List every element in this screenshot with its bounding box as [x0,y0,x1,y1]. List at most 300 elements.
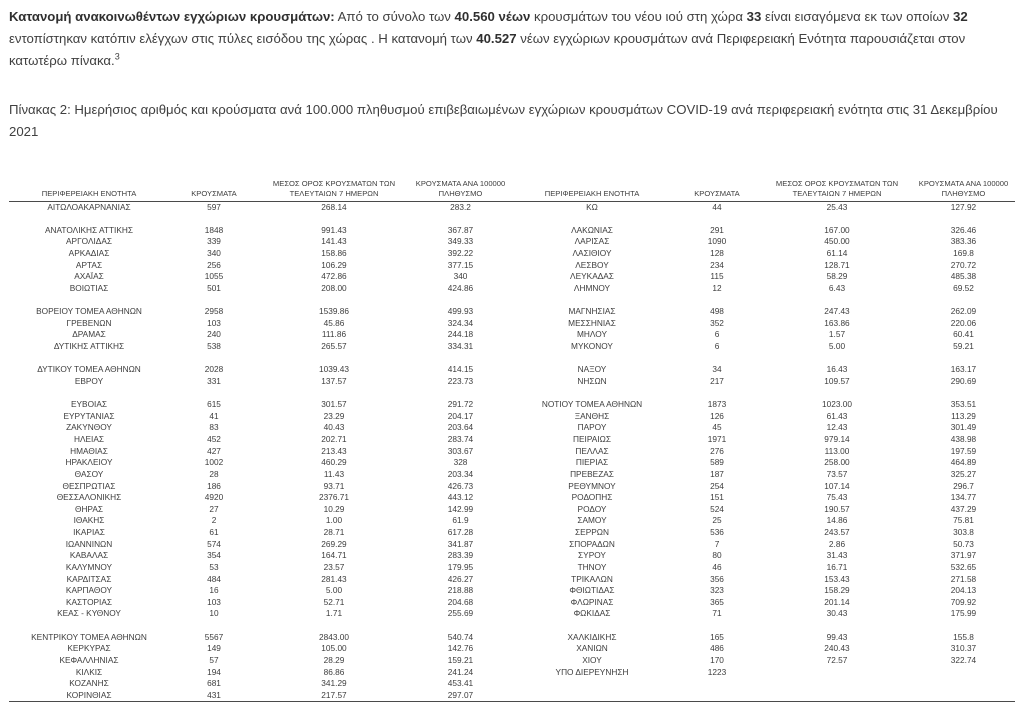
per100k-cell: 223.73 [447,375,474,386]
avg7-cell: 10.29 [323,503,345,514]
cases-cell: 340 [207,248,221,259]
cases-cell [169,620,259,632]
cases-cell: 6 [714,329,720,340]
cases-cell: 61 [209,527,219,538]
region-cell: ΚΕΦΑΛΛΗΝΙΑΣ [59,654,119,665]
cases-cell: 1873 [707,399,727,410]
avg7-cell: 268.14 [321,201,347,212]
avg7-cell: 109.57 [824,375,850,386]
per100k-cell: 159.21 [447,654,474,665]
cases-cell: 151 [710,492,724,503]
table-row [9,201,1015,213]
table-row [9,632,1015,644]
table-body [9,201,1015,702]
cases-cell: 615 [207,399,221,410]
per100k-cell: 485.38 [950,271,977,282]
table-row [9,643,1015,655]
cases-cell: 217 [710,375,724,386]
per100k-cell: 283.74 [447,434,474,445]
region-cell: ΛΑΡΙΣΑΣ [574,236,610,247]
avg7-cell [762,295,912,307]
per100k-cell: 453.41 [447,678,474,689]
per100k-cell: 303.8 [953,527,974,538]
region-cell [9,295,169,307]
region-cell: ΦΛΩΡΙΝΑΣ [570,596,614,607]
region-cell: ΣΕΡΡΩΝ [575,527,609,538]
avg7-cell: 75.43 [826,492,848,503]
cases-cell: 126 [710,410,724,421]
avg7-cell: 202.71 [321,434,347,445]
per100k-cell: 60.41 [953,329,974,340]
region-cell: ΑΡΚΑΔΙΑΣ [68,248,110,259]
per100k-cell: 142.76 [447,643,474,654]
per100k-cell: 334.31 [447,341,474,352]
per100k-cell: 349.33 [447,236,474,247]
avg7-cell: 6.43 [828,282,846,293]
avg7-cell: 240.43 [824,643,850,654]
cases-cell [672,295,762,307]
region-cell: ΙΚΑΡΙΑΣ [73,527,105,538]
intro-bold-text: 33 [746,9,762,24]
cases-cell: 589 [710,457,724,468]
per100k-cell: 383.36 [950,236,977,247]
header-avg7-left: ΜΕΣΟΣ ΟΡΟΣ ΚΡΟΥΣΜΑΤΩΝ ΤΩΝ ΤΕΛΕΥΤΑΙΩΝ 7 ΗΜΕΡΩΝ [259,179,409,201]
per100k-cell: 59.21 [953,341,974,352]
cases-cell: 538 [207,341,221,352]
cases-cell: 103 [207,317,221,328]
avg7-cell [762,388,912,400]
region-cell [512,690,672,702]
cases-cell: 486 [710,643,724,654]
region-cell: ΕΥΒΟΙΑΣ [70,399,108,410]
per100k-cell: 175.99 [950,608,977,619]
region-cell: ΔΥΤΙΚΗΣ ΑΤΤΙΚΗΣ [53,341,125,352]
cases-cell: 186 [207,480,221,491]
per100k-cell: 241.24 [447,666,474,677]
table-row [9,376,1015,388]
table-row [9,492,1015,504]
cases-cell: 597 [207,201,221,212]
cases-cell [672,388,762,400]
cases-cell: 170 [710,654,724,665]
region-cell: ΚΑΡΠΑΘΟΥ [65,585,113,596]
region-cell: ΠΑΡΟΥ [577,422,607,433]
region-cell: ΘΑΣΟΥ [74,468,104,479]
region-cell: ΘΕΣΣΑΛΟΝΙΚΗΣ [56,492,122,503]
table-row [9,329,1015,341]
per100k-cell [912,690,1015,702]
per100k-cell: 303.67 [447,445,474,456]
region-cell: ΠΕΙΡΑΙΩΣ [573,434,611,445]
avg7-cell: 28.29 [323,654,345,665]
per100k-cell [912,295,1015,307]
region-cell: ΦΩΚΙΔΑΣ [573,608,611,619]
avg7-cell: 5.00 [828,341,846,352]
avg7-cell: 12.43 [826,422,848,433]
cases-cell: 1002 [204,457,224,468]
cases-cell: 46 [712,561,722,572]
region-cell: ΑΧΑΪΑΣ [74,271,104,282]
per100k-cell: 169.8 [953,248,974,259]
per100k-cell: 271.58 [950,573,977,584]
table-row [9,481,1015,493]
per100k-cell: 113.29 [951,410,976,421]
table-row [9,678,1015,690]
avg7-cell: 73.57 [826,468,848,479]
header-per100k-right: ΚΡΟΥΣΜΑΤΑ ΑΝΑ 100000 ΠΛΗΘΥΣΜΟ [912,179,1015,201]
intro-bold-text: 32 [953,9,968,24]
region-cell: ΒΟΡΕΙΟΥ ΤΟΜΕΑ ΑΘΗΝΩΝ [36,306,142,317]
avg7-cell: 45.86 [323,317,345,328]
cases-cell: 452 [207,434,221,445]
cases-cell: 25 [712,515,722,526]
region-cell: ΥΠΟ ΔΙΕΡΕΥΝΗΣΗ [555,666,629,677]
region-cell: ΔΡΑΜΑΣ [72,329,106,340]
region-cell: ΘΗΡΑΣ [74,503,104,514]
region-cell: ΓΡΕΒΕΝΩΝ [66,317,112,328]
avg7-cell [259,295,409,307]
per100k-cell [409,213,512,225]
avg7-cell: 16.43 [826,364,848,375]
cases-cell [672,690,762,702]
region-cell: ΒΟΙΩΤΙΑΣ [69,282,109,293]
cases-cell: 501 [207,282,221,293]
table-row [9,283,1015,295]
avg7-cell: 2843.00 [319,631,349,642]
cases-cell: 128 [710,248,724,259]
cases-cell: 2 [211,515,217,526]
table-row [9,341,1015,353]
table-row [9,457,1015,469]
per100k-cell [912,620,1015,632]
region-cell: ΙΩΑΝΝΙΝΩΝ [65,538,113,549]
intro-bold-text: Κατανομή ανακοινωθέντων εγχώριων κρουσμάτων: [9,9,335,24]
avg7-cell: 1023.00 [822,399,852,410]
cases-cell: 681 [207,678,221,689]
avg7-cell: 61.14 [826,248,848,259]
cases-cell: 339 [207,236,221,247]
per100k-cell: 163.17 [950,364,977,375]
per100k-cell: 371.97 [950,550,977,561]
avg7-cell: 23.57 [323,561,345,572]
table-row [9,225,1015,237]
table-caption: Πίνακας 2: Ημερήσιος αριθμός και κρούσματα ανά 100.000 πληθυσμού επιβεβαιωμένων εγχώριων κρουσμάτων COVID-19 ανά περιφερειακή ενότητα στις 31 Δεκεμβρίου 2021 [9,101,998,139]
avg7-cell: 265.57 [321,341,347,352]
region-cell: ΤΗΝΟΥ [577,561,607,572]
avg7-cell: 190.57 [824,503,850,514]
table-header-row [9,179,1015,201]
per100k-cell: 414.15 [447,364,474,375]
avg7-cell: 86.86 [323,666,345,677]
region-cell: ΚΕΡΚΥΡΑΣ [67,643,111,654]
avg7-cell [762,353,912,365]
avg7-cell: 1.71 [325,608,343,619]
avg7-cell: 164.71 [321,550,347,561]
avg7-cell: 16.71 [826,561,848,572]
avg7-cell: 31.43 [826,550,848,561]
avg7-cell: 93.71 [323,480,345,491]
avg7-cell: 1039.43 [319,364,349,375]
region-cell: ΛΗΜΝΟΥ [573,282,611,293]
avg7-cell: 107.14 [824,480,850,491]
avg7-cell: 25.43 [826,201,848,212]
avg7-cell: 341.29 [321,678,347,689]
per100k-cell: 499.93 [447,306,474,317]
region-cell [9,213,169,225]
avg7-cell: 30.43 [826,608,848,619]
region-cell: ΜΥΚΟΝΟΥ [571,341,613,352]
per100k-cell: 291.72 [447,399,474,410]
cases-cell: 254 [710,480,724,491]
cases-cell: 7 [714,538,720,549]
per100k-cell: 142.99 [447,503,474,514]
region-cell: ΛΑΚΩΝΙΑΣ [571,224,613,235]
header-cases-left: ΚΡΟΥΣΜΑΤΑ [169,179,259,201]
cases-cell: 1971 [707,434,727,445]
per100k-cell: 127.92 [950,201,977,212]
cases-cell [672,213,762,225]
table-row [9,422,1015,434]
region-cell: ΠΕΛΛΑΣ [575,445,609,456]
per100k-cell: 426.27 [447,573,474,584]
per100k-cell: 203.34 [447,468,474,479]
region-cell: ΕΒΡΟΥ [74,375,104,386]
region-cell: ΚΕΑΣ - ΚΥΘΝΟΥ [57,608,121,619]
region-cell: ΑΙΤΩΛΟΑΚΑΡΝΑΝΙΑΣ [47,201,131,212]
cases-cell [169,213,259,225]
region-cell [9,353,169,365]
cases-cell: 276 [710,445,724,456]
avg7-cell: 2.86 [828,538,846,549]
per100k-cell: 443.12 [447,492,474,503]
cases-cell: 44 [712,201,722,212]
table-row [9,469,1015,481]
per100k-cell: 709.92 [950,596,977,607]
avg7-cell [259,353,409,365]
region-cell: ΚΟΡΙΝΘΙΑΣ [66,689,112,700]
per100k-cell: 244.18 [447,329,474,340]
avg7-cell [259,213,409,225]
cases-cell: 524 [710,503,724,514]
cases-cell: 365 [710,596,724,607]
cases-cell [169,295,259,307]
avg7-cell [762,690,912,702]
table-row [9,364,1015,376]
spacer-row [9,388,1015,400]
table-row [9,562,1015,574]
cases-cell: 194 [207,666,221,677]
avg7-cell: 158.29 [824,585,850,596]
cases-cell: 240 [207,329,221,340]
cases-cell: 187 [710,468,724,479]
region-cell [512,678,672,690]
cases-cell: 352 [710,317,724,328]
table-row [9,667,1015,679]
avg7-cell: 113.00 [824,445,850,456]
avg7-cell: 72.57 [826,654,848,665]
avg7-cell: 14.86 [826,515,848,526]
cases-cell: 53 [209,561,219,572]
header-region-right: ΠΕΡΙΦΕΡΕΙΑΚΗ ΕΝΟΤΗΤΑ [512,179,672,201]
region-cell: ΝΑΞΟΥ [577,364,607,375]
avg7-cell: 979.14 [824,434,850,445]
intro-text: είναι εισαγόμενα εκ των οποίων [761,9,954,24]
region-cell [512,620,672,632]
region-cell: ΤΡΙΚΑΛΩΝ [571,573,613,584]
cases-cell: 27 [209,503,219,514]
table-row [9,399,1015,411]
per100k-cell [409,295,512,307]
per100k-cell: 426.73 [447,480,474,491]
spacer-row [9,620,1015,632]
cases-cell: 80 [712,550,722,561]
region-cell: ΗΛΕΙΑΣ [73,434,105,445]
intro-bold-text: 40.527 [476,31,517,47]
per100k-cell: 464.89 [950,457,977,468]
per100k-cell [912,667,1015,679]
per100k-cell: 283.2 [450,201,471,212]
avg7-cell: 201.14 [824,596,850,607]
intro-bold-text: 40.560 νέων [454,9,531,24]
cases-cell: 16 [209,585,219,596]
per100k-cell: 377.15 [447,259,474,270]
table-row [9,318,1015,330]
cases-cell: 10 [209,608,219,619]
region-cell: ΚΑΡΔΙΤΣΑΣ [66,573,112,584]
per100k-cell: 283.39 [447,550,474,561]
cases-cell: 149 [207,643,221,654]
cases-cell: 2958 [204,306,224,317]
region-cell: ΜΕΣΣΗΝΙΑΣ [568,317,616,328]
avg7-cell [259,388,409,400]
region-cell: ΚΕΝΤΡΙΚΟΥ ΤΟΜΕΑ ΑΘΗΝΩΝ [31,631,147,642]
avg7-cell [762,667,912,679]
region-cell: ΠΙΕΡΙΑΣ [575,457,609,468]
cases-cell: 103 [207,596,221,607]
table-row [9,574,1015,586]
cases-cell [672,353,762,365]
cases-cell: 5567 [204,631,224,642]
cases-cell: 291 [710,224,724,235]
spacer-row [9,353,1015,365]
header-region-left: ΠΕΡΙΦΕΡΕΙΑΚΗ ΕΝΟΤΗΤΑ [9,179,169,201]
cases-cell: 1055 [204,271,224,282]
avg7-cell: 1539.86 [319,306,349,317]
avg7-cell: 460.29 [321,457,347,468]
per100k-cell: 310.37 [950,643,977,654]
avg7-cell: 23.29 [323,410,345,421]
avg7-cell [762,213,912,225]
region-cell: ΠΡΕΒΕΖΑΣ [570,468,614,479]
avg7-cell: 247.43 [824,306,850,317]
region-cell [512,388,672,400]
region-cell [512,213,672,225]
table-row [9,446,1015,458]
region-cell: ΛΕΥΚΑΔΑΣ [570,271,614,282]
cases-cell: 2028 [204,364,224,375]
cases-cell: 234 [710,259,724,270]
per100k-cell: 296.7 [953,480,974,491]
per100k-cell: 438.98 [950,434,977,445]
avg7-cell: 1.57 [828,329,846,340]
avg7-cell: 58.29 [826,271,848,282]
per100k-cell: 326.46 [950,224,977,235]
avg7-cell: 163.86 [824,317,850,328]
region-cell: ΑΡΤΑΣ [75,259,103,270]
cases-cell: 331 [207,375,221,386]
avg7-cell: 243.57 [824,527,850,538]
region-cell [512,295,672,307]
cases-cell: 4920 [204,492,224,503]
region-cell: ΣΥΡΟΥ [578,550,606,561]
avg7-cell: 106.29 [321,259,347,270]
region-cell: ΝΗΣΩΝ [577,375,607,386]
region-cell: ΧΑΛΚΙΔΙΚΗΣ [567,631,617,642]
region-cell: ΖΑΚΥΝΘΟΥ [66,422,112,433]
header-cases-right: ΚΡΟΥΣΜΑΤΑ [672,179,762,201]
region-cell: ΝΟΤΙΟΥ ΤΟΜΕΑ ΑΘΗΝΩΝ [541,399,643,410]
cases-cell: 6 [714,341,720,352]
avg7-cell: 472.86 [321,271,347,282]
region-cell: ΑΝΑΤΟΛΙΚΗΣ ΑΤΤΙΚΗΣ [44,224,134,235]
spacer-row [9,213,1015,225]
per100k-cell [409,353,512,365]
per100k-cell: 270.72 [950,259,977,270]
per100k-cell: 255.69 [447,608,474,619]
table-row [9,434,1015,446]
per100k-cell: 437.29 [950,503,977,514]
per100k-cell: 392.22 [447,248,474,259]
per100k-cell: 204.68 [447,596,474,607]
region-cell: ΡΟΔΟΠΗΣ [571,492,613,503]
covid-cases-table [9,179,1015,703]
avg7-cell: 167.00 [824,224,850,235]
avg7-cell: 1.00 [325,515,343,526]
per100k-cell [912,353,1015,365]
per100k-cell: 532.65 [950,561,977,572]
per100k-cell: 617.28 [447,527,474,538]
region-cell: ΜΗΛΟΥ [577,329,607,340]
table-row [9,248,1015,260]
region-cell: ΗΜΑΘΙΑΣ [70,445,108,456]
cases-cell: 1848 [204,224,224,235]
table-row [9,411,1015,423]
avg7-cell: 141.43 [321,236,347,247]
cases-cell: 57 [209,654,219,665]
avg7-cell: 217.57 [321,689,347,700]
per100k-cell: 179.95 [447,561,474,572]
cases-cell: 34 [712,364,722,375]
avg7-cell: 2376.71 [319,492,349,503]
region-cell: ΦΘΙΩΤΙΔΑΣ [569,585,615,596]
table-row [9,539,1015,551]
footnote-marker: 3 [114,51,120,62]
per100k-cell: 204.17 [447,410,474,421]
per100k-cell: 134.77 [950,492,977,503]
table-row [9,550,1015,562]
cases-cell: 256 [207,259,221,270]
region-cell: ΣΠΟΡΑΔΩΝ [569,538,615,549]
avg7-cell: 153.43 [824,573,850,584]
per100k-cell: 290.69 [950,375,977,386]
region-cell: ΕΥΡΥΤΑΝΙΑΣ [63,410,115,421]
per100k-cell: 262.09 [950,306,977,317]
per100k-cell: 322.74 [950,654,977,665]
per100k-cell: 155.8 [953,631,974,642]
cases-cell [672,620,762,632]
table-row [9,515,1015,527]
cases-cell: 115 [710,271,724,282]
